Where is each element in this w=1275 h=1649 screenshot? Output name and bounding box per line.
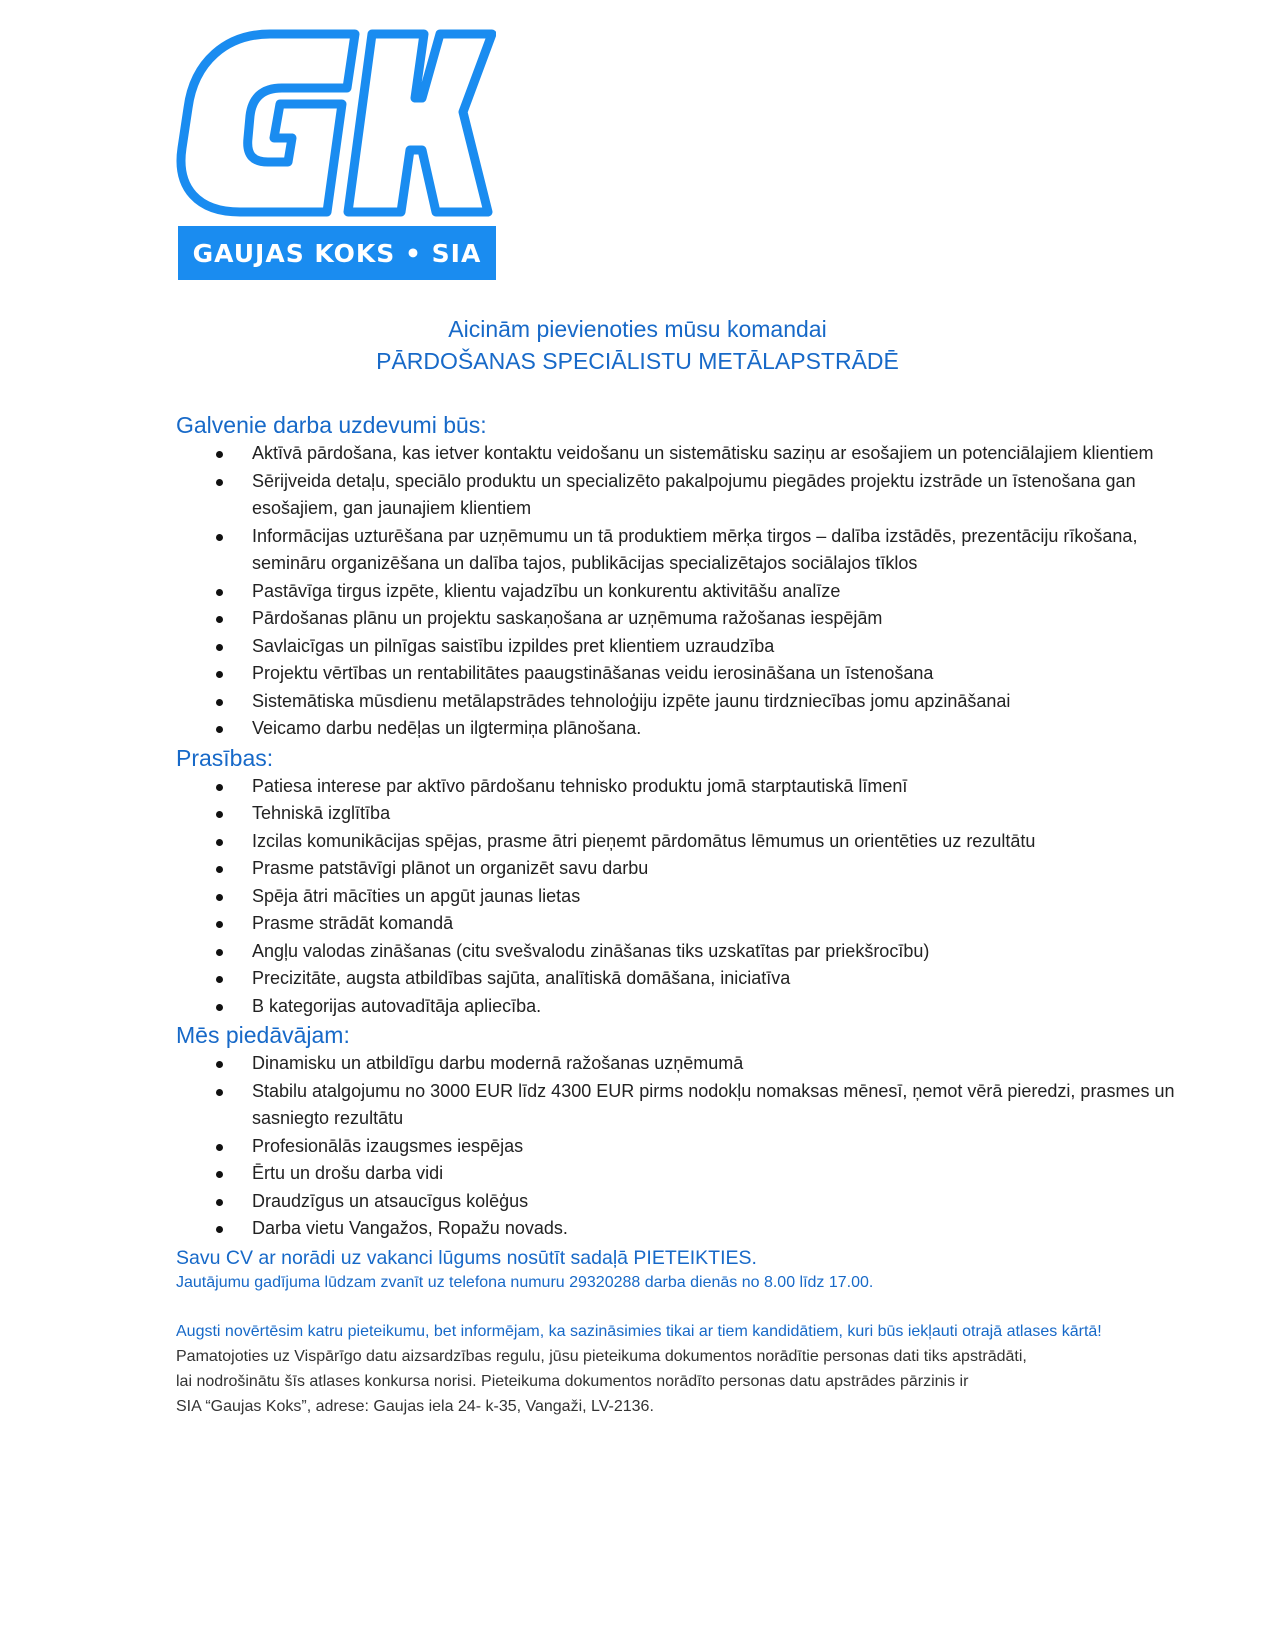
list-item bbox=[176, 715, 1176, 743]
gdpr-line: SIA “Gaujas Koks”, adrese: Gaujas iela 24- k-35, Vangaži, LV-2136. bbox=[176, 1397, 654, 1415]
list-item bbox=[176, 688, 1176, 716]
list-item-text: Tehniskā izglītība bbox=[252, 803, 391, 823]
bullet-icon bbox=[216, 616, 223, 623]
list-item-text: Sērijveida detaļu, speciālo produktu un specializēto pakalpojumu piegādes projektu izstrāde un īstenošana gan esošajiem, gan jaunajiem klientiem bbox=[252, 470, 1136, 518]
bullet-icon bbox=[216, 1226, 223, 1233]
company-logo bbox=[170, 28, 496, 280]
list-item-text: Spēja ātri mācīties un apgūt jaunas lietas bbox=[252, 885, 581, 906]
bullet-icon bbox=[216, 1089, 223, 1096]
bullet-icon bbox=[216, 976, 223, 983]
list-item-text: Pastāvīga tirgus izpēte, klientu vajadzību un konkurentu aktivitāšu analīze bbox=[252, 580, 841, 601]
list-item-text: Ērtu un drošu darba vidi bbox=[252, 1163, 444, 1183]
bullet-icon bbox=[216, 534, 223, 541]
selection-notice: Augsti novērtēsim katru pieteikumu, bet informējam, ka sazināsimies tikai ar tiem kandidātiem, kuri būs iekļauti otrajā atlases kārtā! bbox=[176, 1322, 1102, 1340]
list-item bbox=[176, 605, 1176, 633]
list-item bbox=[176, 938, 1176, 966]
list-item-text: Informācijas uzturēšana par uzņēmumu un tā produktiem mērķa tirgos – dalība izstādēs, prezentāciju rīkošana, semināru organizēšana un dalība tajos, publikācijas specializētajos sociālajos tīklos bbox=[252, 525, 1138, 573]
list-item bbox=[176, 660, 1176, 688]
bullet-icon bbox=[216, 479, 223, 486]
list-item-text: Savlaicīgas un pilnīgas saistību izpildes pret klientiem uzraudzība bbox=[252, 635, 775, 656]
section-heading-duties: Galvenie darba uzdevumi būs: bbox=[176, 412, 487, 438]
job-content bbox=[176, 410, 1176, 1419]
list-item-text: Prasme patstāvīgi plānot un organizēt savu darbu bbox=[252, 858, 649, 878]
bullet-icon bbox=[216, 1199, 223, 1206]
list-item-text: Angļu valodas zināšanas (citu svešvalodu zināšanas tiks uzskatītas par priekšrocību) bbox=[252, 940, 930, 961]
list-item-text: Veicamo darbu nedēļas un ilgtermiņa plānošana. bbox=[252, 718, 642, 738]
gk-logo-mark bbox=[170, 28, 496, 228]
list-item bbox=[176, 468, 1176, 523]
list-item bbox=[176, 1160, 1176, 1188]
bullet-icon bbox=[216, 866, 223, 873]
list-item bbox=[176, 855, 1176, 883]
list-item bbox=[176, 1188, 1176, 1216]
list-item bbox=[176, 1215, 1176, 1243]
bullet-icon bbox=[216, 644, 223, 651]
list-item-text: Patiesa interese par aktīvo pārdošanu tehnisko produktu jomā starptautiskā līmenī bbox=[252, 775, 908, 796]
bullet-icon bbox=[216, 949, 223, 956]
list-item-text: Pārdošanas plānu un projektu saskaņošana ar uzņēmuma ražošanas iespējām bbox=[252, 608, 883, 628]
bullet-icon bbox=[216, 699, 223, 706]
list-item bbox=[176, 883, 1176, 911]
list-item-text: Darba vietu Vangažos, Ropažu novads. bbox=[252, 1218, 568, 1238]
bullet-icon bbox=[216, 451, 223, 458]
section-heading-requirements: Prasības: bbox=[176, 744, 274, 771]
bullet-icon bbox=[216, 1061, 223, 1068]
bullet-icon bbox=[216, 784, 223, 791]
list-item bbox=[176, 578, 1176, 606]
gdpr-notice bbox=[176, 1344, 1176, 1419]
page-title-line2: PĀRDOŠANAS SPECIĀLISTU METĀLAPSTRĀDĒ bbox=[376, 348, 899, 374]
list-item-text: Stabilu atalgojumu no 3000 EUR līdz 4300 EUR pirms nodokļu nomaksas mēnesī, ņemot vērā pieredzi, prasmes un sasniegto rezultātu bbox=[252, 1080, 1175, 1128]
list-item bbox=[176, 965, 1176, 993]
list-item bbox=[176, 910, 1176, 938]
list-item-text: Profesionālās izaugsmes iespējas bbox=[252, 1135, 524, 1156]
list-item-text: B kategorijas autovadītāja apliecība. bbox=[252, 995, 542, 1016]
list-item bbox=[176, 993, 1176, 1021]
bullet-icon bbox=[216, 921, 223, 928]
gdpr-line: Pamatojoties uz Vispārīgo datu aizsardzības regulu, jūsu pieteikuma dokumentos norādītie personas dati tiks apstrādāti, bbox=[176, 1347, 1027, 1365]
list-item bbox=[176, 773, 1176, 801]
duties-list bbox=[176, 440, 1176, 743]
section-heading-offer: Mēs piedāvājam: bbox=[176, 1022, 350, 1048]
list-item-text: Aktīvā pārdošana, kas ietver kontaktu veidošanu un sistemātisku saziņu ar esošajiem un potenciālajiem klientiem bbox=[252, 443, 1154, 463]
requirements-list bbox=[176, 773, 1176, 1021]
page-title-line1: Aicinām pievienoties mūsu komandai bbox=[448, 316, 827, 342]
list-item-text: Sistemātiska mūsdienu metālapstrādes tehnoloģiju izpēte jaunu tirdzniecības jomu apzināšanai bbox=[252, 690, 1011, 711]
list-item-text: Dinamisku un atbildīgu darbu modernā ražošanas uzņēmumā bbox=[252, 1053, 744, 1073]
list-item-text: Precizitāte, augsta atbildības sajūta, analītiskā domāšana, iniciatīva bbox=[252, 968, 791, 988]
logo-band: GAUJAS KOKS • SIA bbox=[178, 226, 496, 280]
list-item bbox=[176, 633, 1176, 661]
list-item-text: Projektu vērtības un rentabilitātes paaugstināšanas veidu ierosināšana un īstenošana bbox=[252, 663, 934, 683]
bullet-icon bbox=[216, 811, 223, 818]
bullet-icon bbox=[216, 1171, 223, 1178]
bullet-icon bbox=[216, 894, 223, 901]
list-item bbox=[176, 440, 1176, 468]
apply-instruction: Savu CV ar norādi uz vakanci lūgums nosūtīt sadaļā PIETEIKTIES. bbox=[176, 1246, 757, 1269]
list-item bbox=[176, 800, 1176, 828]
offer-list bbox=[176, 1050, 1176, 1243]
bullet-icon bbox=[216, 589, 223, 596]
list-item bbox=[176, 1133, 1176, 1161]
contact-phone-text: Jautājumu gadījuma lūdzam zvanīt uz telefona numuru 29320288 darba dienās no 8.00 līdz 17.00. bbox=[176, 1273, 874, 1291]
list-item bbox=[176, 523, 1176, 578]
list-item bbox=[176, 1050, 1176, 1078]
bullet-icon bbox=[216, 1004, 223, 1011]
bullet-icon bbox=[216, 671, 223, 678]
list-item-text: Prasme strādāt komandā bbox=[252, 913, 454, 933]
bullet-icon bbox=[216, 726, 223, 733]
gdpr-line: lai nodrošinātu šīs atlases konkursa norisi. Pieteikuma dokumentos norādīto personas datu apstrādes pārzinis ir bbox=[176, 1372, 969, 1390]
bullet-icon bbox=[216, 839, 223, 846]
list-item bbox=[176, 828, 1176, 856]
list-item-text: Izcilas komunikācijas spējas, prasme ātri pieņemt pārdomātus lēmumus un orientēties uz rezultātu bbox=[252, 830, 1036, 851]
list-item bbox=[176, 1078, 1176, 1133]
bullet-icon bbox=[216, 1144, 223, 1151]
list-item-text: Draudzīgus un atsaucīgus kolēģus bbox=[252, 1190, 529, 1211]
